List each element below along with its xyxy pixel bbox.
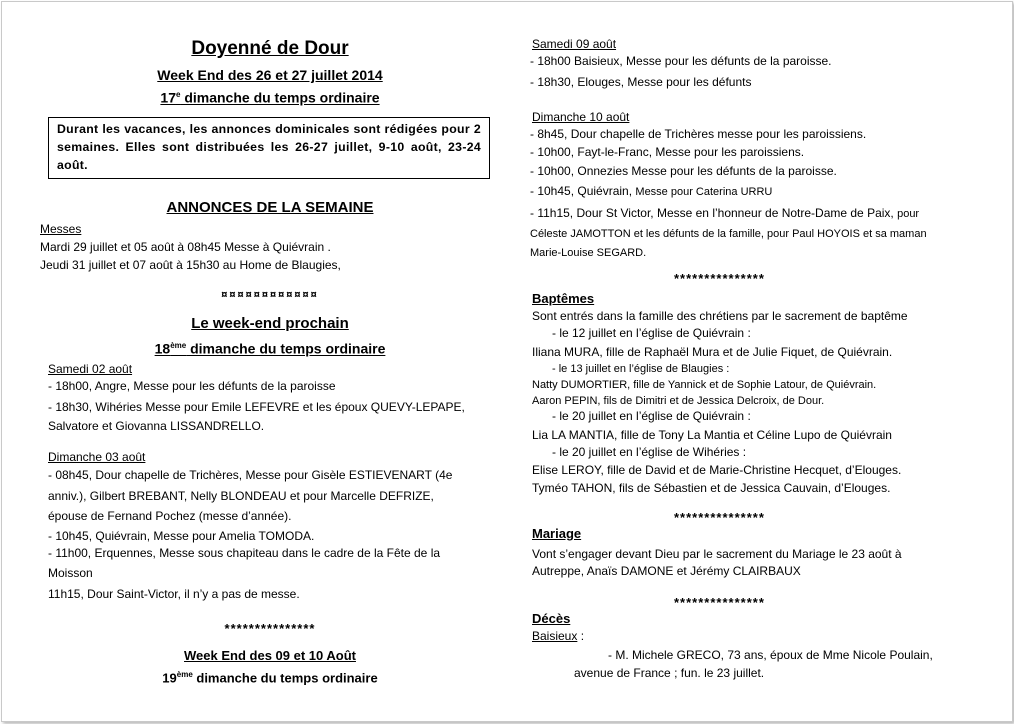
sunday-10-line: - 8h45, Dour chapelle de Trichères messe pour les paroissiens. bbox=[530, 127, 867, 141]
mariage-heading: Mariage bbox=[532, 526, 582, 541]
bapteme-entry: Natty DUMORTIER, fille de Yannick et de Sophie Latour, de Quiévrain. bbox=[532, 379, 877, 391]
bapteme-entry: Elise LEROY, fille de David et de Marie-Christine Hecquet, d’Elouges. bbox=[532, 463, 902, 477]
week-end-heading-2: Week End des 09 et 10 Août bbox=[184, 648, 356, 663]
sunday-10-label: Dimanche 10 août bbox=[532, 110, 630, 124]
deces-entry: - M. Michele GRECO, 73 ans, époux de Mme Nicole Poulain, bbox=[608, 648, 933, 662]
saturday-09-line: - 18h00 Baisieux, Messe pour les défunts de la paroisse. bbox=[530, 54, 832, 68]
sunday-10-line: Marie-Louise SEGARD. bbox=[530, 247, 647, 259]
deces-heading: Décès bbox=[532, 611, 571, 626]
saturday-02-line: - 18h30, Wihéries Messe pour Emile LEFEVRE et les époux QUEVY-LEPAPE, bbox=[48, 400, 465, 414]
baisieux-label: Baisieux : bbox=[532, 629, 585, 643]
week-end-heading-1: Week End des 26 et 27 juillet 2014 bbox=[157, 67, 383, 83]
announces-heading: ANNONCES DE LA SEMAINE bbox=[166, 199, 374, 216]
sunday-heading-17: 17e dimanche du temps ordinaire bbox=[160, 89, 380, 106]
mariage-line: Autreppe, Anaïs DAMONE et Jérémy CLAIRBAUX bbox=[532, 564, 801, 578]
sunday-10-line: - 11h15, Dour St Victor, Messe en l’honneur de Notre-Dame de Paix, pour bbox=[530, 206, 920, 220]
messes-line-2: Jeudi 31 juillet et 07 août à 15h30 au Home de Blaugies, bbox=[40, 258, 341, 272]
saturday-02-line: Salvatore et Giovanna LISSANDRELLO. bbox=[48, 419, 265, 433]
sunday-03-line: 11h15, Dour Saint-Victor, il n’y a pas de messe. bbox=[48, 587, 300, 601]
mariage-line: Vont s’engager devant Dieu par le sacrement du Mariage le 23 août à bbox=[532, 547, 902, 561]
bapteme-entry: Lia LA MANTIA, fille de Tony La Mantia et Céline Lupo de Quiévrain bbox=[532, 428, 892, 442]
bapteme-date: - le 20 juillet en l’église de Quiévrain : bbox=[552, 409, 751, 423]
bapteme-date: - le 13 juillet en l’église de Blaugies : bbox=[552, 363, 730, 375]
separator: *************** bbox=[674, 595, 765, 610]
deces-entry: avenue de France ; fun. le 23 juillet. bbox=[574, 666, 765, 680]
next-weekend-heading: Le week-end prochain bbox=[191, 315, 349, 332]
sunday-03-line: - 08h45, Dour chapelle de Trichères, Messe pour Gisèle ESTIEVENART (4e bbox=[48, 468, 453, 482]
sunday-03-label: Dimanche 03 août bbox=[48, 450, 146, 464]
saturday-09-line: - 18h30, Elouges, Messe pour les défunts bbox=[530, 75, 752, 89]
bapteme-date: - le 20 juillet en l’église de Wihéries : bbox=[552, 445, 747, 459]
separator: ¤¤¤¤¤¤¤¤¤¤¤¤ bbox=[221, 289, 319, 301]
sunday-03-line: - 11h00, Erquennes, Messe sous chapiteau dans le cadre de la Fête de la bbox=[48, 546, 441, 560]
separator: *************** bbox=[674, 271, 765, 286]
separator: *************** bbox=[674, 510, 765, 525]
bapteme-date: - le 12 juillet en l’église de Quiévrain : bbox=[552, 326, 751, 340]
bulletin-page bbox=[1, 1, 1013, 722]
sunday-10-line: - 10h00, Onnezies Messe pour les défunts de la paroisse. bbox=[530, 164, 837, 178]
sunday-03-line: Moisson bbox=[48, 566, 93, 580]
baptemes-heading: Baptêmes bbox=[532, 291, 595, 306]
baptemes-intro: Sont entrés dans la famille des chrétiens par le sacrement de baptême bbox=[532, 309, 908, 323]
sunday-03-line: anniv.), Gilbert BREBANT, Nelly BLONDEAU et pour Marcelle DEFRIZE, bbox=[48, 489, 434, 503]
saturday-02-label: Samedi 02 août bbox=[48, 362, 133, 376]
messes-line-1: Mardi 29 juillet et 05 août à 08h45 Messe à Quiévrain . bbox=[40, 240, 331, 254]
sunday-heading-18: 18ème dimanche du temps ordinaire bbox=[154, 340, 386, 357]
messes-label: Messes bbox=[40, 222, 82, 236]
page-title: Doyenné de Dour bbox=[191, 38, 349, 59]
sunday-03-line: - 10h45, Quiévrain, Messe pour Amelia TOMODA. bbox=[48, 529, 315, 543]
bapteme-entry: Aaron PEPIN, fils de Dimitri et de Jessica Delcroix, de Dour. bbox=[532, 395, 825, 407]
sunday-03-line: épouse de Fernand Pochez (messe d’année). bbox=[48, 509, 292, 523]
sunday-10-line: Céleste JAMOTTON et les défunts de la famille, pour Paul HOYOIS et sa maman bbox=[530, 228, 927, 240]
sunday-10-line: - 10h45, Quiévrain, Messe pour Caterina URRU bbox=[530, 184, 773, 198]
bapteme-entry: Tyméo TAHON, fils de Sébastien et de Jessica Cauvain, d’Elouges. bbox=[532, 481, 891, 495]
vacation-notice: Durant les vacances, les annonces dominicales sont rédigées pour 2 semaines. Elles sont distribuées les 26-27 juillet, 9-10 août, 23-24 août. bbox=[48, 117, 490, 179]
sunday-10-line: - 10h00, Fayt-le-Franc, Messe pour les paroissiens. bbox=[530, 145, 805, 159]
saturday-02-line: - 18h00, Angre, Messe pour les défunts de la paroisse bbox=[48, 379, 336, 393]
sunday-heading-19: 19ème dimanche du temps ordinaire bbox=[162, 670, 378, 686]
saturday-09-label: Samedi 09 août bbox=[532, 37, 617, 51]
separator: *************** bbox=[224, 621, 316, 636]
bapteme-entry: Iliana MURA, fille de Raphaël Mura et de Julie Fiquet, de Quiévrain. bbox=[532, 345, 893, 359]
